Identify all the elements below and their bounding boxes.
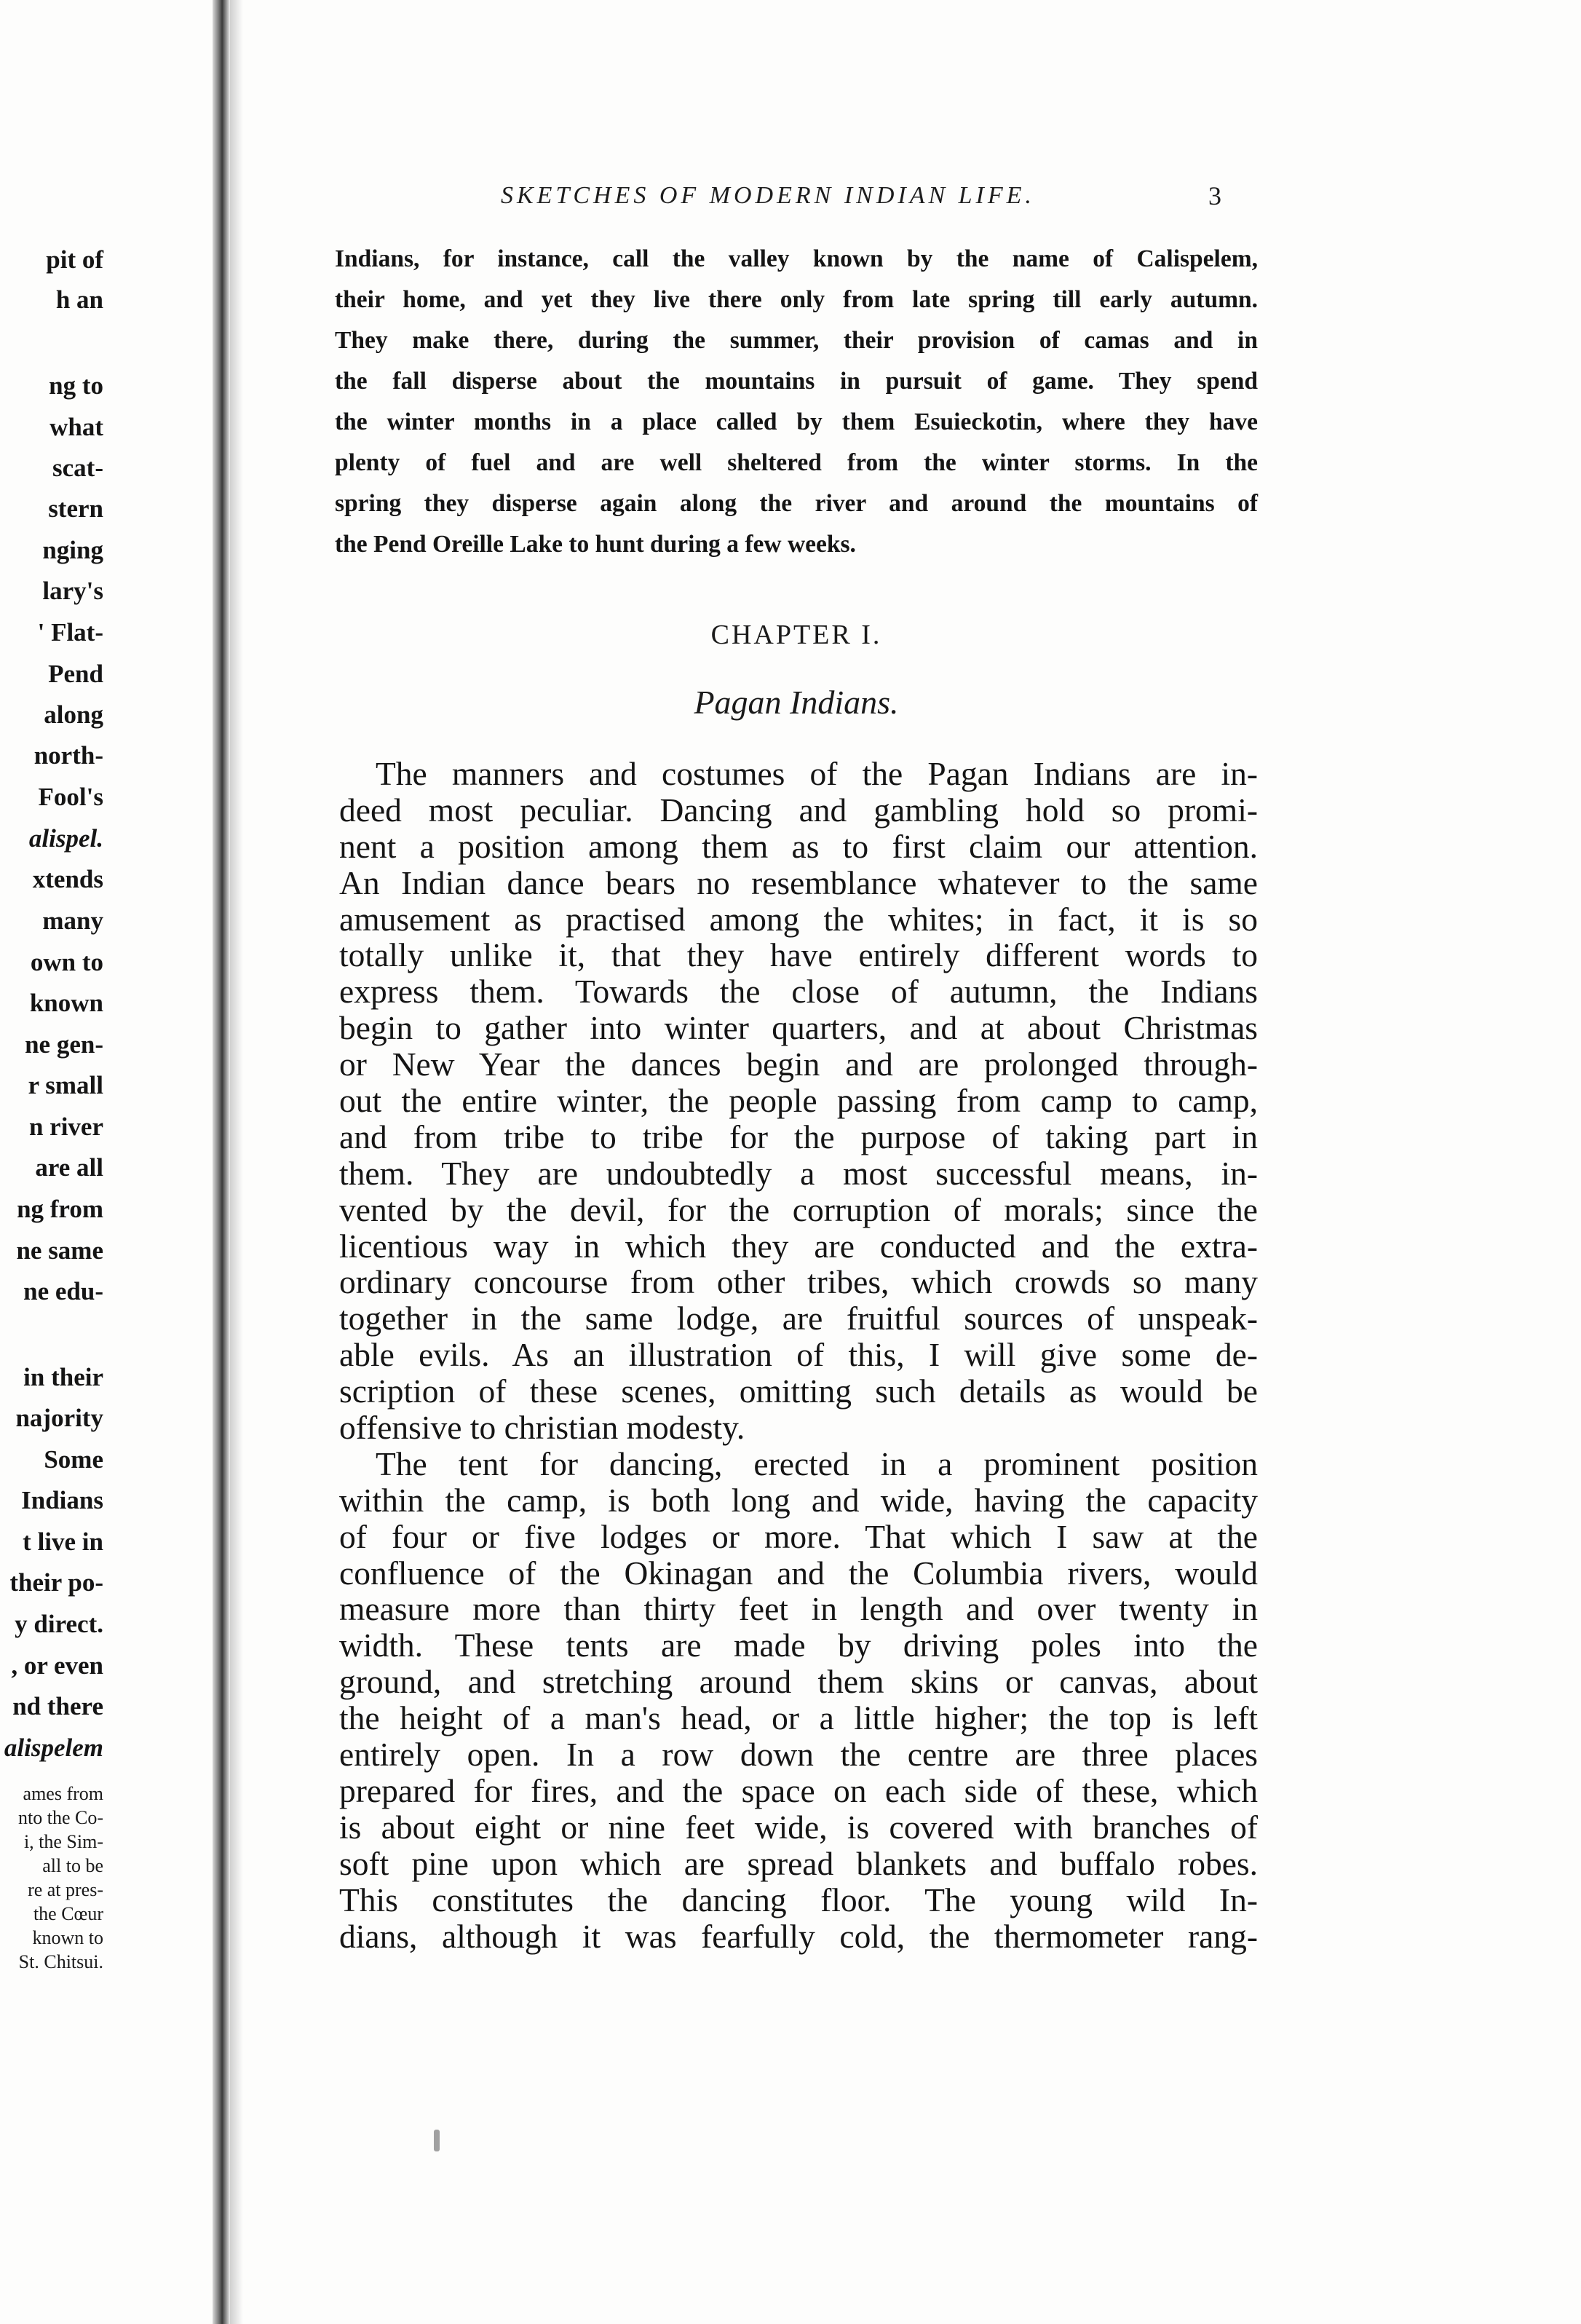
body-line: together in the same lodge, are fruitful sources of unspeak- [339,1300,1258,1337]
previous-page-line: north- [33,741,103,770]
previous-page-footnote-line: all to be [42,1855,103,1876]
intro-line: their home, and yet they live there only from late spring till early autumn. [335,286,1258,313]
previous-page-line: n river [28,1112,103,1141]
body-text [339,756,1258,1954]
previous-page-line: ne same [16,1236,103,1265]
body-line: dians, although it was fearfully cold, the thermometer rang- [339,1917,1258,1955]
intro-paragraph [335,239,1258,565]
body-line: measure more than thirty feet in length and over twenty in [339,1590,1258,1628]
previous-page-footnote-line: known to [32,1927,103,1948]
body-line: begin to gather into winter quarters, and at about Christmas [339,1009,1258,1047]
page-number: 3 [1208,181,1221,210]
intro-line: the fall disperse about the mountains in pursuit of game. They spend [335,368,1258,395]
body-line: totally unlike it, that they have entirely different words to [339,936,1258,974]
previous-page-footnote-line: i, the Sim- [23,1831,103,1852]
book-gutter [213,0,230,2324]
body-line: of four or five lodges or more. That which I saw at the [339,1517,1258,1555]
previous-page-line: ne edu- [23,1277,103,1305]
previous-page-line: what [49,413,103,441]
previous-page-line: nd there [12,1692,103,1720]
body-line: confluence of the Okinagan and the Columbia rivers, would [339,1554,1258,1592]
previous-page-line: Some [44,1445,103,1474]
previous-page-line: najority [15,1404,103,1432]
body-line: within the camp, is both long and wide, having the capacity [339,1481,1258,1519]
previous-page-line: , or even [11,1651,103,1680]
body-line: The tent for dancing, erected in a prominent position [376,1444,1258,1482]
body-line: vented by the devil, for the corruption of morals; since the [339,1190,1258,1228]
body-line: amusement as practised among the whites; in fact, it is so [339,900,1258,938]
body-line: This constitutes the dancing floor. The young wild In- [339,1881,1258,1918]
intro-line: plenty of fuel and are well sheltered from the winter storms. In the [335,449,1258,476]
previous-page-line: nging [42,536,103,564]
body-line: The manners and costumes of the Pagan Indians are in- [376,755,1258,792]
previous-page-footnote-line: nto the Co- [18,1807,103,1828]
body-line: able evils. As an illustration of this, I will give some de- [339,1336,1258,1374]
previous-page-line: Fool's [38,783,103,811]
intro-line: They make there, during the summer, their provision of camas and in [335,327,1258,354]
previous-page-footnote-line: re at pres- [28,1879,103,1900]
previous-page-line: pit of [46,245,103,274]
previous-page-line: many [42,906,103,935]
previous-page-line: known [29,989,103,1017]
body-line: entirely open. In a row down the centre are three places [339,1736,1258,1774]
body-line: licentious way in which they are conducted and the extra- [339,1227,1258,1265]
previous-page-line: ng to [49,371,103,400]
previous-page-line: scat- [52,454,103,482]
intro-line: Indians, for instance, call the valley known by the name of Calispelem, [335,245,1258,272]
previous-page-line: xtends [32,865,103,893]
previous-page-line: are all [35,1153,103,1182]
body-line: or New Year the dances begin and are prolonged through- [339,1046,1258,1083]
ink-smudge [434,2130,440,2151]
chapter-heading: CHAPTER I. [710,620,882,650]
previous-page-line: r small [28,1071,103,1099]
running-head: SKETCHES OF MODERN INDIAN LIFE. [501,182,1035,209]
body-line: scription of these scenes, omitting such details as would be [339,1372,1258,1410]
previous-page-line: ng from [17,1195,103,1223]
previous-page-line: ne gen- [25,1030,103,1059]
intro-line: spring they disperse again along the river and around the mountains of [335,490,1258,517]
previous-page-line: ' Flat- [37,618,103,647]
previous-page-fragment [0,0,213,2324]
body-line: express them. Towards the close of autumn, the Indians [339,973,1258,1011]
body-line: and from tribe to tribe for the purpose of taking part in [339,1118,1258,1155]
body-line: out the entire winter, the people passing from camp to camp, [339,1082,1258,1120]
body-line: An Indian dance bears no resemblance whatever to the same [339,863,1258,901]
body-line: nent a position among them as to first claim our attention. [339,827,1258,865]
previous-page-line: y direct. [15,1610,103,1638]
previous-page-footnote-line: ames from [23,1783,103,1804]
previous-page-line: in their [23,1363,103,1391]
previous-page-footnote-line: St. Chitsui. [18,1951,103,1972]
body-line: the height of a man's head, or a little higher; the top is left [339,1699,1258,1737]
previous-page-line: t live in [23,1527,103,1556]
body-line: soft pine upon which are spread blankets and buffalo robes. [339,1844,1258,1882]
previous-page-line: Indians [21,1486,103,1514]
body-line: deed most peculiar. Dancing and gambling hold so promi- [339,791,1258,829]
body-line: width. These tents are made by driving poles into the [339,1627,1258,1664]
previous-page-line: alispel. [28,824,103,853]
body-line: ground, and stretching around them skins or canvas, about [339,1663,1258,1701]
chapter-title: Pagan Indians. [694,684,899,721]
intro-line: the winter months in a place called by them Esuieckotin, where they have [335,408,1258,435]
previous-page-line: along [44,700,103,729]
previous-page-line: h an [55,285,103,314]
body-line: is about eight or nine feet wide, is covered with branches of [339,1808,1258,1846]
intro-line: the Pend Oreille Lake to hunt during a few weeks. [335,531,856,558]
gutter-shadow [230,0,243,2324]
previous-page-line: stern [48,494,103,523]
previous-page-line: their po- [9,1568,103,1597]
body-line: them. They are undoubtedly a most successful means, in- [339,1154,1258,1192]
previous-page-line: Pend [48,660,103,688]
previous-page-line: lary's [42,577,103,605]
previous-page-line: alispelem [4,1734,103,1762]
previous-page-line: own to [30,948,103,976]
body-line: ordinary concourse from other tribes, which crowds so many [339,1263,1258,1301]
body-line: prepared for fires, and the space on each side of these, which [339,1771,1258,1809]
body-line: offensive to christian modesty. [339,1409,745,1447]
previous-page-footnote-line: the Cœur [33,1903,103,1924]
